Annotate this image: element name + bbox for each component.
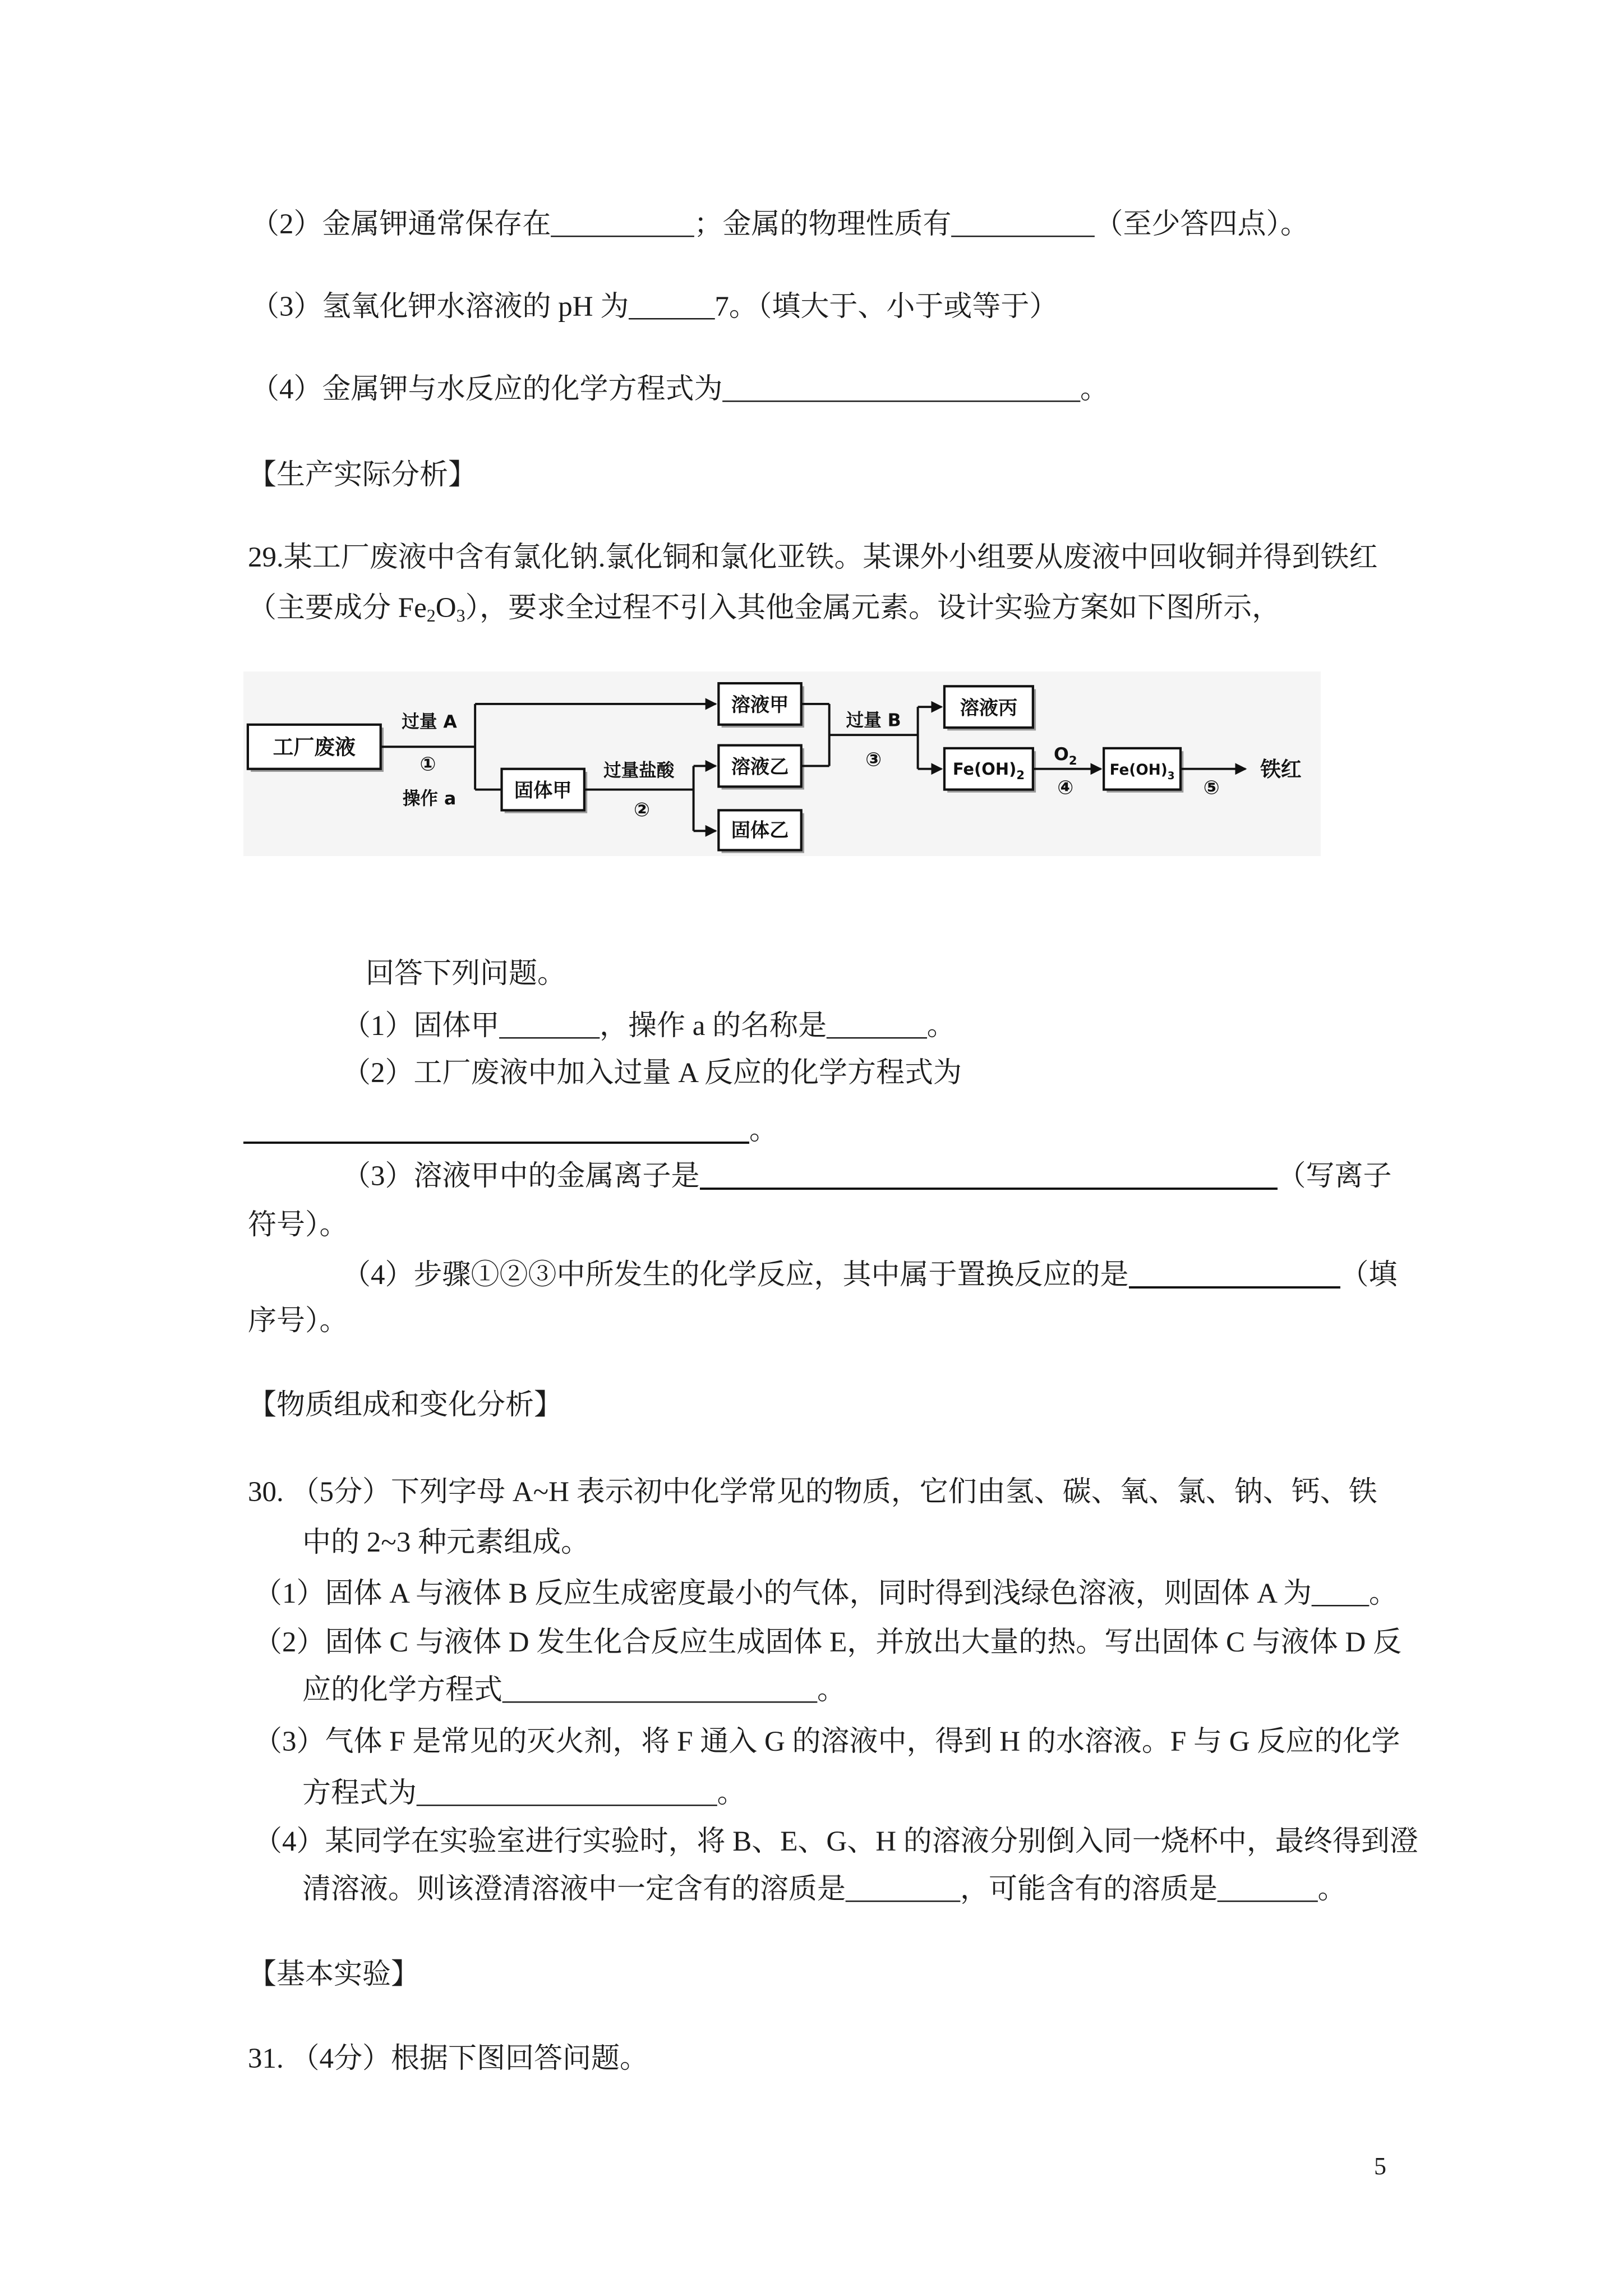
q30-item3-line1: （3）气体 F 是常见的灭火剂，将 F 通入 G 的溶液中，得到 H 的水溶液。F 与 G 反应的化学 <box>253 1726 1400 1757</box>
q29-prompt: 回答下列问题。 <box>366 958 566 990</box>
section-heading-composition: 【物质组成和变化分析】 <box>248 1389 563 1421</box>
q29-stem-line2-after: ），要求全过程不引入其他金属元素。设计实验方案如下图所示， <box>465 592 1281 624</box>
q29-item2-answer-line <box>243 1114 778 1147</box>
step2-number: ② <box>634 798 650 821</box>
q29-item2-end: 。 <box>749 1115 778 1146</box>
product-label: 铁红 <box>1260 757 1302 781</box>
solution-c-label: 溶液丙 <box>960 697 1018 720</box>
step4-number: ④ <box>1057 776 1074 799</box>
q29-item4-cont: 序号）。 <box>248 1305 348 1337</box>
fe-oh-3-base: Fe(OH) <box>1109 762 1168 779</box>
q29-stem-line2 <box>248 591 1280 625</box>
step2-reagent: 过量盐酸 <box>603 760 675 781</box>
q29-item3 <box>342 1159 1392 1193</box>
q29-item3-before: （3）溶液甲中的金属离子是 <box>342 1161 700 1192</box>
oxidant-subscript: 2 <box>1068 753 1077 767</box>
q29-item3-after: （写离子 <box>1277 1161 1392 1192</box>
q29-item4 <box>342 1258 1398 1292</box>
step3-number: ③ <box>865 748 882 771</box>
solution-b-label: 溶液乙 <box>731 756 789 779</box>
fe-oh-3-subscript: 3 <box>1167 770 1175 783</box>
q30-item4-line2: 清溶液。则该澄清溶液中一定含有的溶质是________，可能含有的溶质是_______。 <box>302 1874 1347 1905</box>
q29-stem-line2-before: （主要成分 Fe <box>248 592 427 624</box>
step3-reagent: 过量 B <box>846 710 901 731</box>
fe-oh-2-base: Fe(OH) <box>952 760 1017 779</box>
section-heading-basic: 【基本实验】 <box>248 1959 420 1990</box>
q30-stem-line1: 30. （5分）下列字母 A~H 表示初中化学常见的物质，它们由氢、碳、氧、氯、钠、钙、铁 <box>248 1476 1377 1508</box>
answer-blank-rule <box>700 1188 1278 1190</box>
q30-item2-line2: 应的化学方程式______________________。 <box>302 1674 846 1706</box>
step1-operation: 操作 a <box>402 788 457 809</box>
q30-item2-line1: （2）固体 C 与液体 D 发生化合反应生成固体 E，并放出大量的热。写出固体 C 与液体 D 反 <box>253 1627 1402 1658</box>
step1-number: ① <box>419 753 436 776</box>
section-heading-production: 【生产实际分析】 <box>248 459 477 491</box>
q29-item2: （2）工厂废液中加入过量 A 反应的化学方程式为 <box>342 1057 962 1089</box>
page-number: 5 <box>1374 2152 1386 2180</box>
q30-item1: （1）固体 A 与液体 B 反应生成密度最小的气体，同时得到浅绿色溶液，则固体 A 为____。 <box>253 1578 1398 1609</box>
q31-stem: 31. （4分）根据下图回答问题。 <box>248 2043 649 2074</box>
fe-oh-2-label <box>953 760 1025 782</box>
q28-item4: （4）金属钾与水反应的化学方程式为_________________________。 <box>251 374 1109 405</box>
solid-b-label: 固体乙 <box>731 819 789 842</box>
q29-item1: （1）固体甲_______，操作 a 的名称是_______。 <box>342 1010 956 1042</box>
step5-number: ⑤ <box>1203 776 1220 799</box>
q29-formula-sub1: 2 <box>426 605 436 625</box>
q30-item4-line1: （4）某同学在实验室进行实验时，将 B、E、G、H 的溶液分别倒入同一烧杯中，最终得到澄 <box>253 1826 1418 1857</box>
q30-stem-line2: 中的 2~3 种元素组成。 <box>302 1527 590 1558</box>
step1-reagent: 过量 A <box>402 712 457 733</box>
answer-blank-rule <box>1129 1286 1340 1289</box>
q29-item4-after: （填 <box>1340 1259 1398 1291</box>
process-flowchart <box>243 671 1321 856</box>
q28-item3: （3）氢氧化钾水溶液的 pH 为______7。（填大于、小于或等于） <box>251 291 1058 323</box>
q29-item4-before: （4）步骤①②③中所发生的化学反应，其中属于置换反应的是 <box>342 1259 1129 1291</box>
fe-oh-2-subscript: 2 <box>1016 768 1025 783</box>
start-label: 工厂废液 <box>273 735 356 760</box>
solution-a-label: 溶液甲 <box>731 694 789 717</box>
q29-stem-line1: 29.某工厂废液中含有氯化钠.氯化铜和氯化亚铁。某课外小组要从废液中回收铜并得到铁红 <box>248 542 1378 573</box>
q29-item3-cont: 符号）。 <box>248 1209 348 1241</box>
q30-item3-line2: 方程式为_____________________。 <box>302 1778 746 1809</box>
solid-a-label: 固体甲 <box>514 779 572 802</box>
q29-formula-mid: O <box>435 592 457 624</box>
answer-blank-rule <box>243 1142 749 1144</box>
q28-item2: （2）金属钾通常保存在__________；金属的物理性质有__________（至少答四点）。 <box>251 209 1310 240</box>
oxidant-base: O <box>1053 744 1069 765</box>
q29-formula-sub2: 3 <box>456 605 465 625</box>
